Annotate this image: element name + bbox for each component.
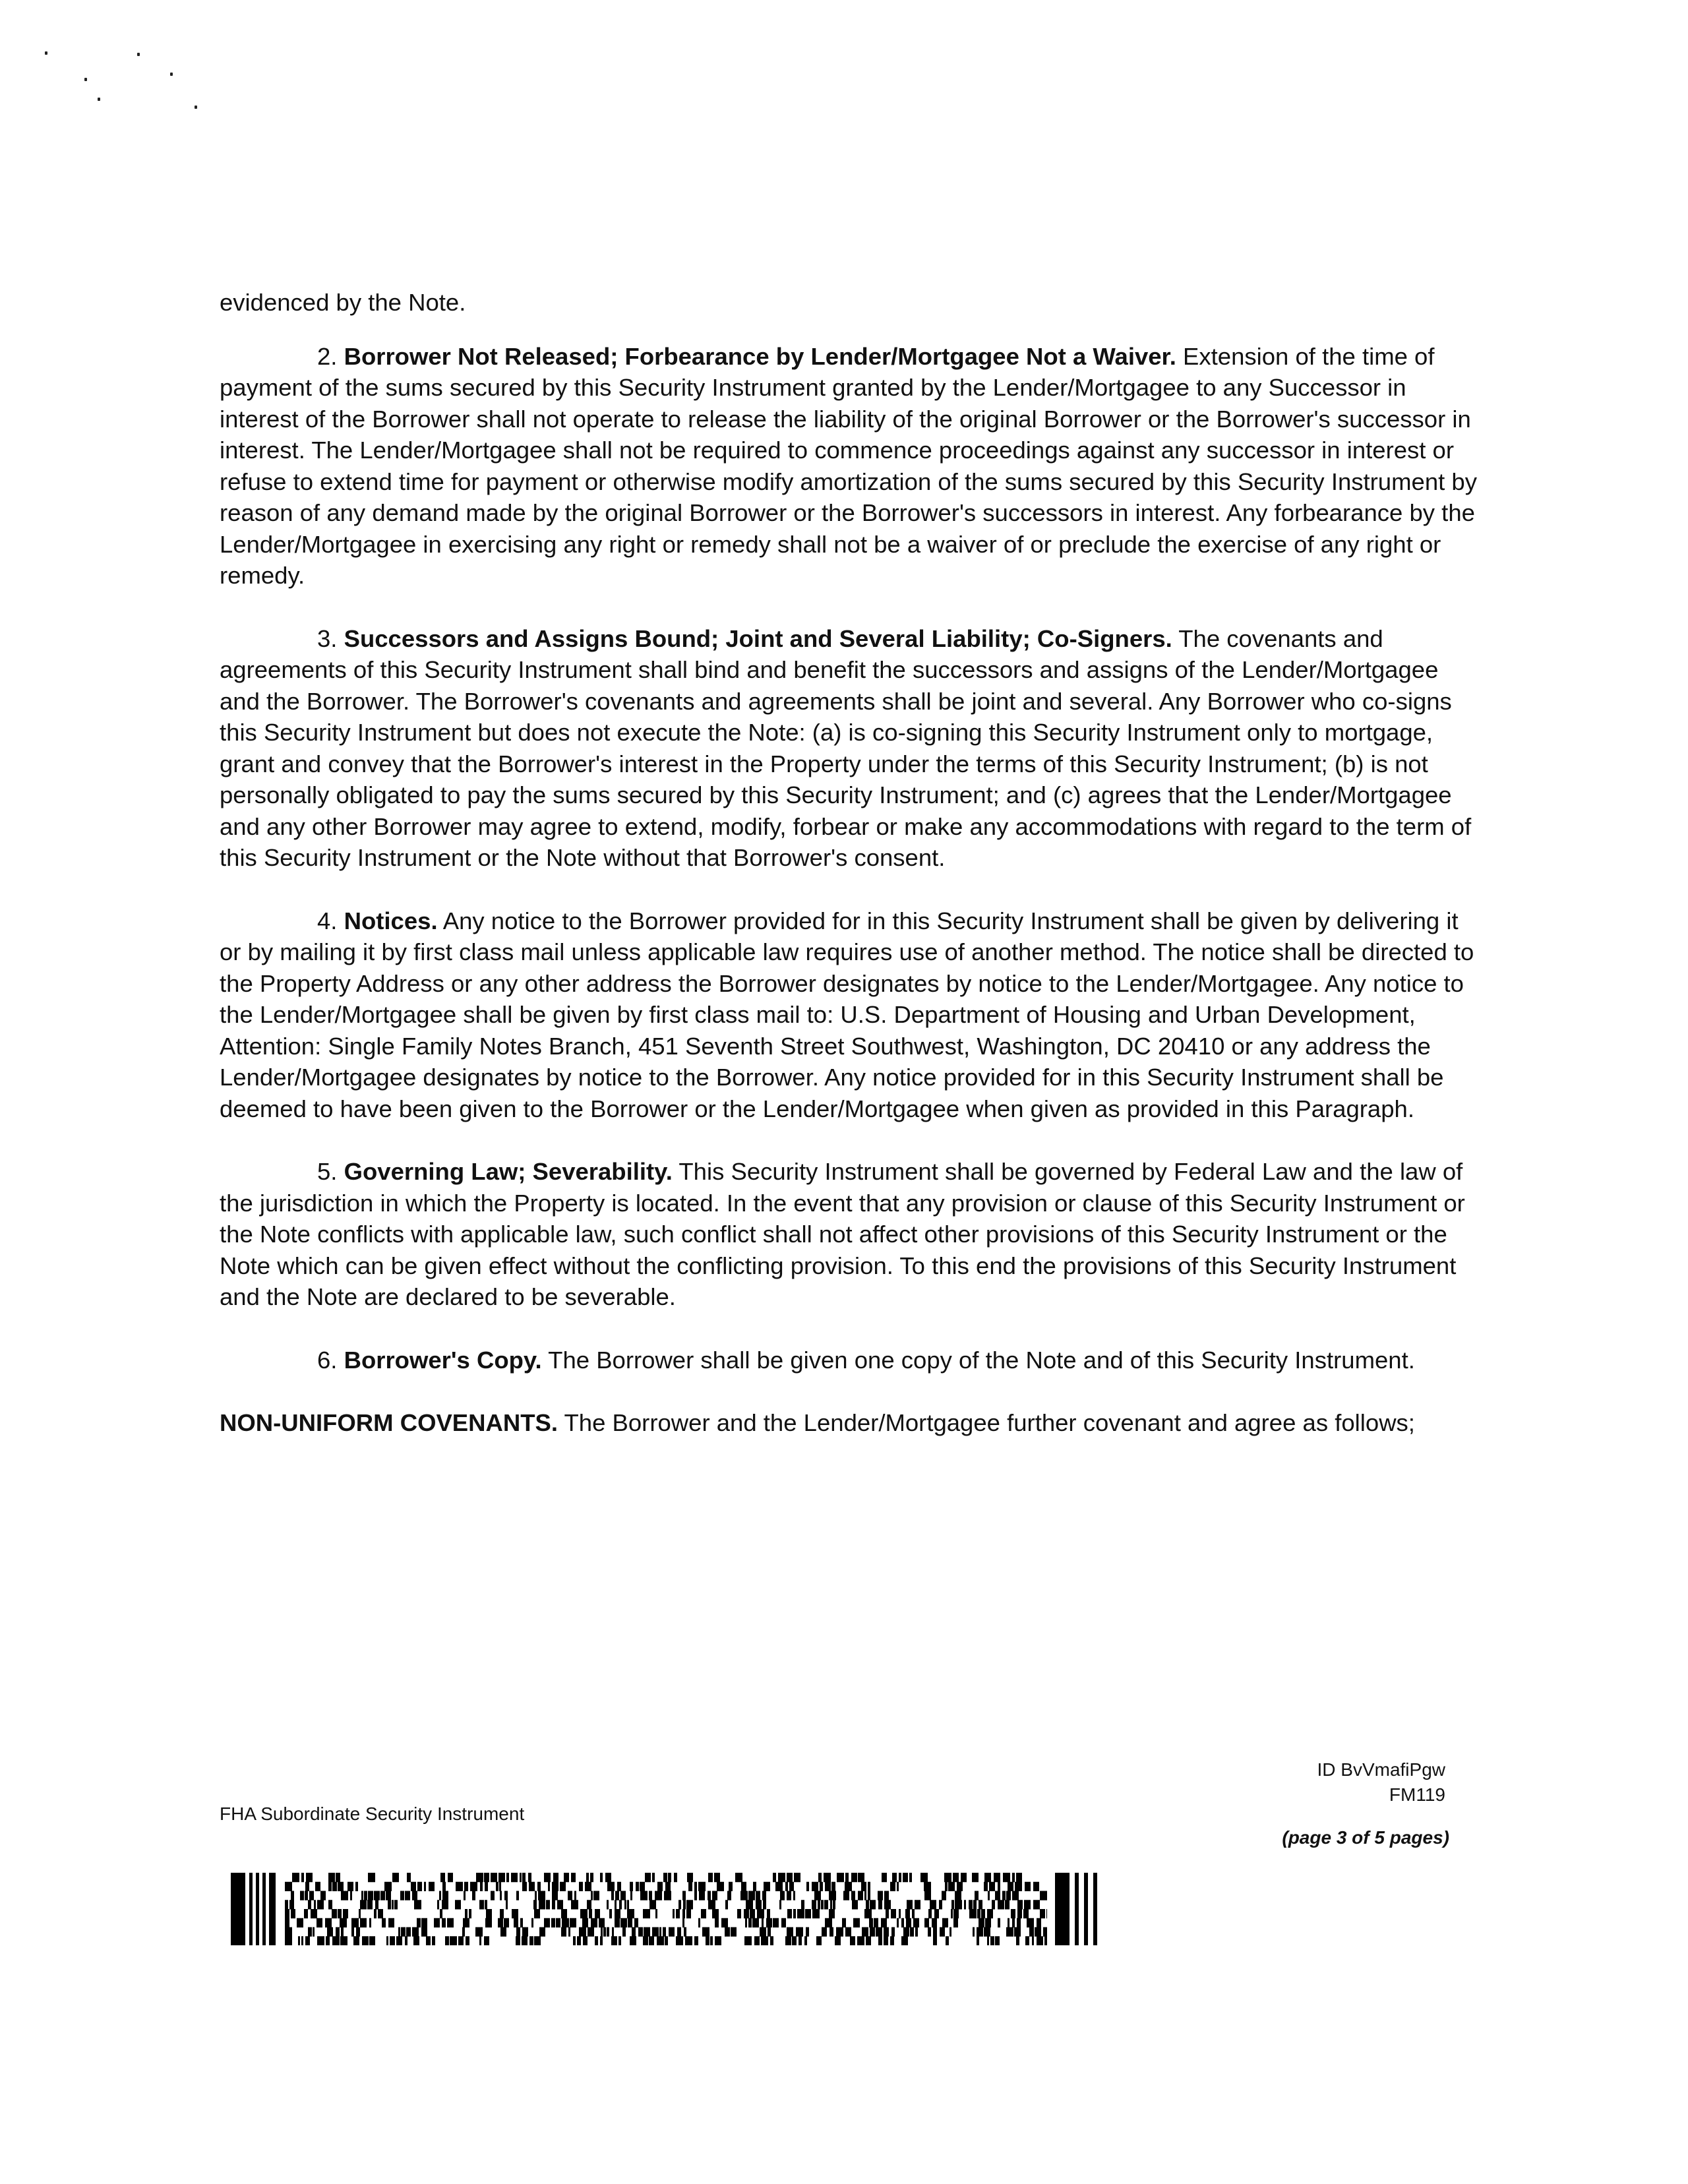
scan-speck [195, 106, 197, 109]
paragraph-number: 4. [317, 907, 338, 934]
scan-speck [98, 98, 100, 101]
scan-speck [84, 78, 87, 81]
paragraph-3 [220, 623, 1479, 874]
paragraph-2 [220, 341, 1479, 592]
paragraph-heading: Successors and Assigns Bound; Joint and Several Liability; Co-Signers. [344, 624, 1172, 652]
paragraph-heading: Borrower Not Released; Forbearance by Lender/Mortgagee Not a Waiver. [344, 342, 1176, 370]
paragraph-heading: Governing Law; Severability. [344, 1158, 673, 1185]
paragraph-number: 2. [317, 342, 338, 370]
form-identifier [1317, 1757, 1446, 1807]
scan-speck [45, 51, 47, 55]
paragraph-number: 5. [317, 1158, 338, 1185]
scan-speck [137, 53, 140, 56]
paragraph-text: The Borrower and the Lender/Mortgagee further covenant and agree as follows; [564, 1409, 1415, 1436]
document-id: ID BvVmafiPgw [1317, 1759, 1445, 1780]
barcode-image [231, 1873, 1114, 1945]
paragraph-heading: Borrower's Copy. [344, 1346, 542, 1374]
paragraph-text: evidenced by the Note. [220, 289, 466, 316]
paragraph-text: Any notice to the Borrower provided for in this Security Instrument shall be given by delivering it or by mailing it by first class mail unless applicable law requires use of another method. The notice shall be directed to the Property Address or any other address the Borrower designates by notice to the Lender/Mortgagee. Any notice to the Lender/Mortgagee shall be given by first class mail to: U.S. Department of Housing and Urban Development, Attention: Single Family Notes Branch, 451 Seventh Street Southwest, Washington, DC 20410 or any address the Lender/Mortgagee designates by notice to the Borrower. Any notice provided for in this Security Instrument shall be deemed to have been given to the Borrower or the Lender/Mortgagee when given as provided in this Paragraph. [220, 907, 1474, 1122]
paragraph-text: The Borrower shall be given one copy of the Note and of this Security Instrument. [548, 1346, 1415, 1374]
paragraph-number: 3. [317, 624, 338, 652]
paragraph-text: This Security Instrument shall be governed by Federal Law and the law of the jurisdiction in which the Property is located. In the event that any provision or clause of this Security Instrument or the Note conflicts with applicable law, such conflict shall not affect other provisions of this Security Instrument or the Note which can be given effect without the conflicting provision. To this end the provisions of this Security Instrument and the Note are declared to be severable. [220, 1158, 1465, 1310]
scan-speck [170, 73, 173, 76]
form-name: FHA Subordinate Security Instrument [220, 1804, 525, 1824]
paragraph-text: The covenants and agreements of this Security Instrument shall bind and benefit the successors and assigns of the Lender/Mortgagee and the Borrower. The Borrower's covenants and agreements shall be joint and several. Any Borrower who co-signs this Security Instrument but does not execute the Note: (a) is co-signing this Security Instrument only to mortgage, grant and convey that the Borrower's interest in the Property under the terms of this Security Instrument; (b) is not personally obligated to pay the sums secured by this Security Instrument; and (c) agrees that the Lender/Mortgagee and any other Borrower may agree to extend, modify, forbear or make any accommodations with regard to the term of this Security Instrument or the Note without that Borrower's consent. [220, 624, 1472, 871]
form-code: FM119 [1389, 1784, 1445, 1805]
paragraph-text: Extension of the time of payment of the sums secured by this Security Instrument granted by the Lender/Mortgagee to any Successor in interest of the Borrower shall not operate to release the liability of the original Borrower or the Borrower's successor in interest. The Lender/Mortgagee shall not be required to commence proceedings against any successor in interest or refuse to extend time for payment or otherwise modify amortization of the sums secured by this Security Instrument by reason of any demand made by the original Borrower or the Borrower's successors in interest. Any forbearance by the Lender/Mortgagee in exercising any right or remedy shall not be a waiver of or preclude the exercise of any right or remedy. [220, 342, 1477, 589]
paragraph-non-uniform-covenants [220, 1407, 1479, 1439]
paragraph-continuation [220, 287, 1479, 318]
paragraph-heading: NON-UNIFORM COVENANTS. [220, 1409, 558, 1436]
paragraph-5 [220, 1156, 1479, 1313]
page-number: (page 3 of 5 pages) [1282, 1827, 1449, 1848]
paragraph-number: 6. [317, 1346, 338, 1374]
document-body [220, 287, 1479, 1471]
paragraph-4 [220, 905, 1479, 1125]
paragraph-heading: Notices. [344, 907, 438, 934]
paragraph-6 [220, 1345, 1479, 1376]
